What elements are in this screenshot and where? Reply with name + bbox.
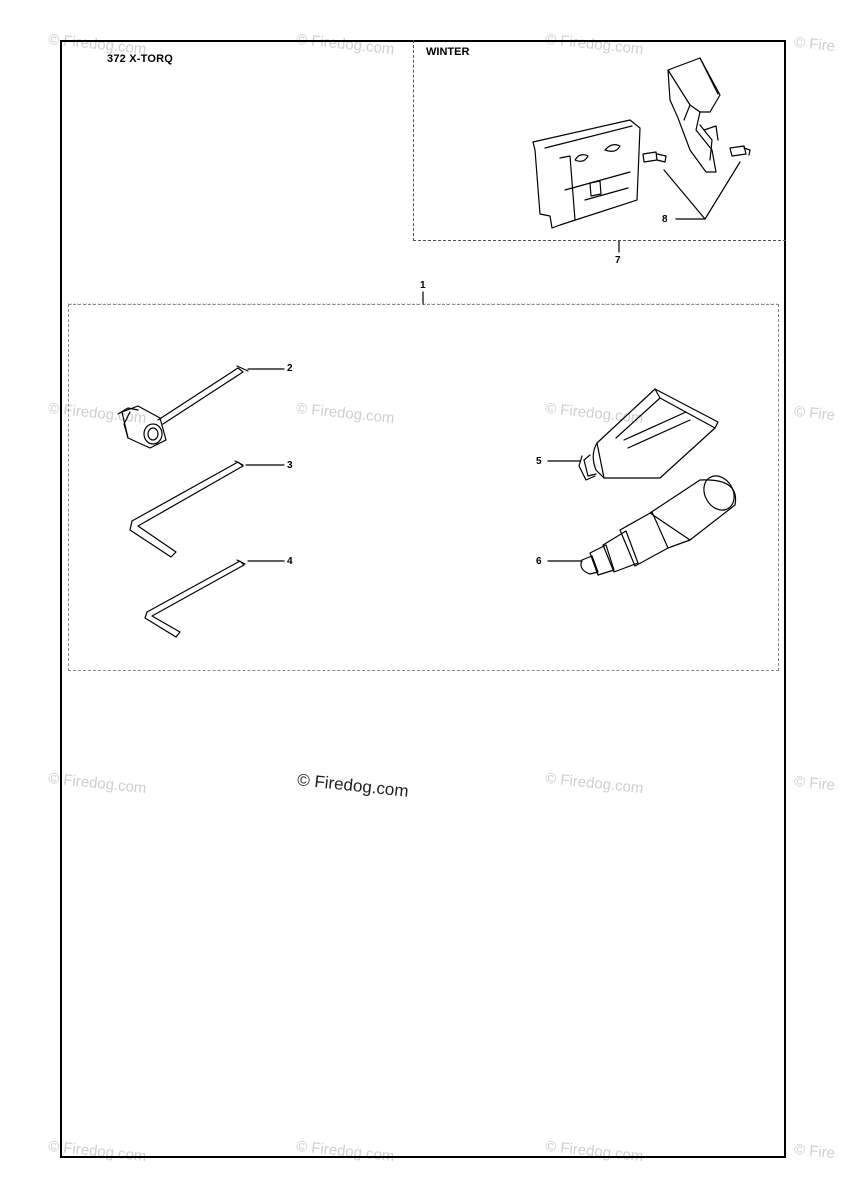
winter-cover-plate bbox=[533, 120, 640, 228]
winter-bolt-left bbox=[643, 152, 666, 162]
grease-gun bbox=[581, 470, 740, 575]
callout-5: 5 bbox=[536, 456, 542, 467]
watermark: © Firedog.com bbox=[47, 1137, 148, 1166]
watermark: © Fire bbox=[793, 402, 836, 425]
watermark: © Firedog.com bbox=[47, 30, 148, 59]
callout-2: 2 bbox=[287, 363, 293, 374]
hex-key-large bbox=[130, 461, 243, 557]
model-title: 372 X-TORQ bbox=[107, 53, 173, 65]
watermark: © Fire bbox=[793, 33, 836, 56]
watermark: © Firedog.com bbox=[47, 769, 148, 798]
callout-3: 3 bbox=[287, 460, 293, 471]
watermark: © Firedog.com bbox=[295, 30, 396, 59]
grease-tube bbox=[579, 389, 718, 480]
watermark: © Firedog.com bbox=[544, 769, 645, 798]
watermark-center: © Firedog.com bbox=[296, 770, 410, 801]
hex-key-small bbox=[145, 560, 245, 637]
watermark: © Firedog.com bbox=[544, 1137, 645, 1166]
watermark: © Firedog.com bbox=[47, 399, 148, 428]
callout-7: 7 bbox=[615, 255, 621, 266]
combination-spanner bbox=[118, 366, 248, 448]
winter-section-label: WINTER bbox=[426, 46, 470, 58]
callout-8: 8 bbox=[662, 214, 668, 225]
watermark: © Firedog.com bbox=[295, 1137, 396, 1166]
watermark: © Firedog.com bbox=[544, 30, 645, 59]
callout-6: 6 bbox=[536, 556, 542, 567]
winter-shield bbox=[668, 58, 720, 172]
watermark: © Firedog.com bbox=[295, 399, 396, 428]
winter-bolt-right bbox=[730, 146, 750, 156]
watermark: © Fire bbox=[793, 1140, 836, 1163]
watermark: © Firedog.com bbox=[544, 399, 645, 428]
watermark: © Fire bbox=[793, 772, 836, 795]
callout-4: 4 bbox=[287, 556, 293, 567]
callout-1: 1 bbox=[420, 280, 426, 291]
